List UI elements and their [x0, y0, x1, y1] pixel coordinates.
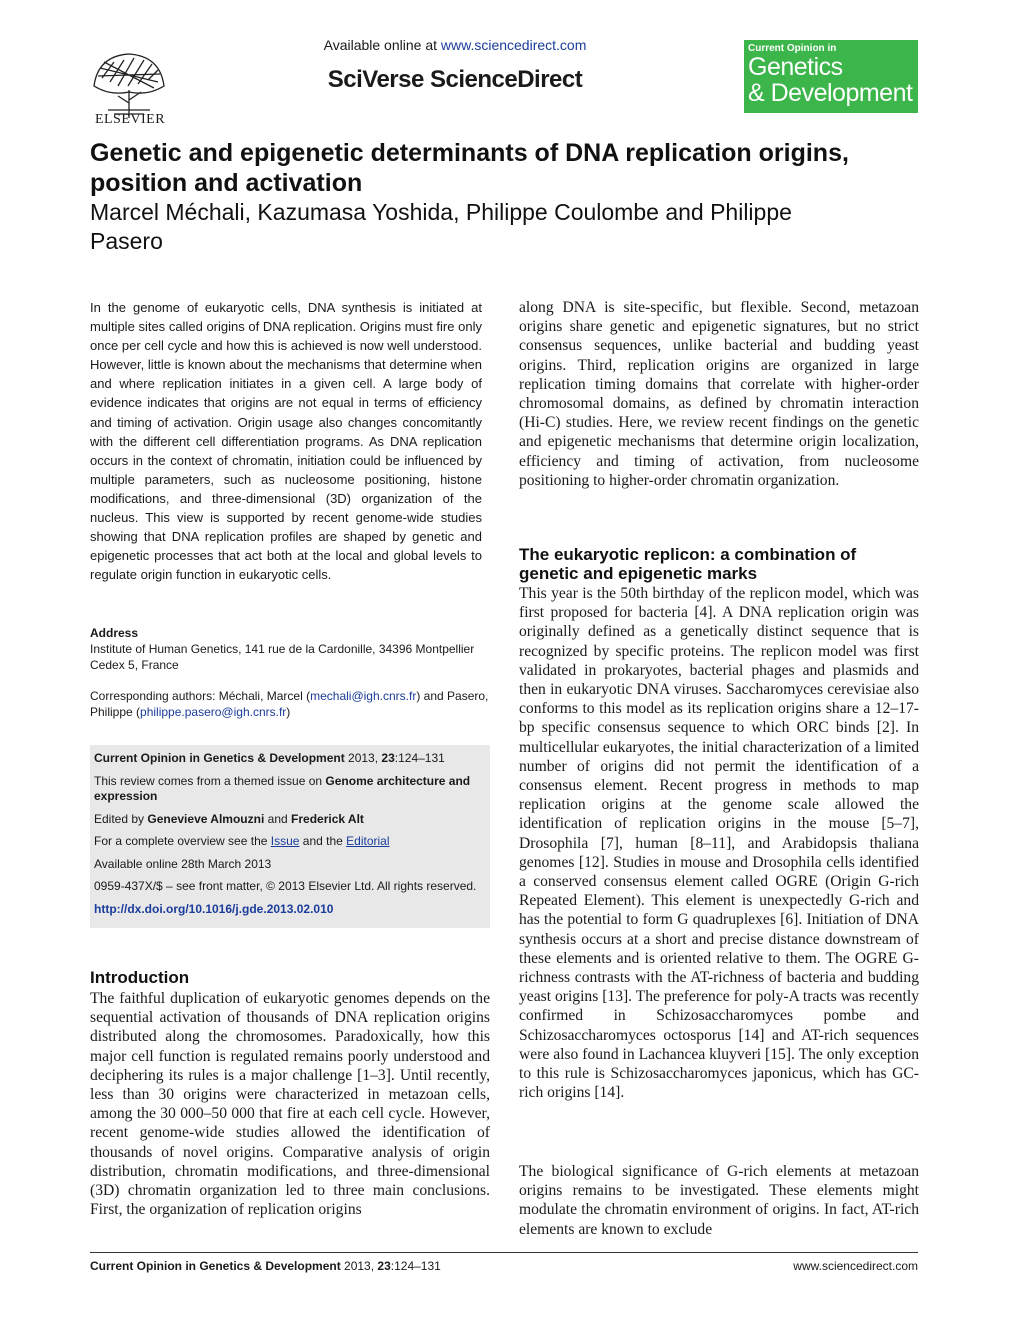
article-info-box — [90, 745, 490, 928]
corr-suffix: ) — [286, 705, 291, 719]
overview-prefix: For a complete overview see the — [94, 834, 271, 848]
themed-issue: Genome architecture and expression — [94, 773, 471, 803]
email-link-pasero[interactable]: philippe.pasero@igh.cnrs.fr — [140, 705, 287, 719]
footer-volume: 23 — [377, 1259, 391, 1273]
corresponding-authors — [90, 688, 490, 720]
journal-logo-line2: & Development — [748, 79, 913, 107]
themed-issue-line — [94, 774, 486, 805]
publisher-wordmark: ELSEVIER — [94, 112, 166, 127]
edited-prefix: Edited by — [94, 811, 148, 826]
themed-prefix: This review comes from a themed issue on — [94, 773, 326, 788]
footer-journal: Current Opinion in Genetics & Development — [90, 1259, 341, 1273]
citation-volume: 23 — [381, 751, 395, 765]
editor-1: Genevieve Almouzni — [147, 811, 265, 826]
overview-line — [94, 834, 486, 850]
available-online — [300, 37, 610, 53]
journal-logo — [744, 40, 918, 113]
g-rich-paragraph: The biological significance of G-rich elements at metazoan origins remains to be investigated. These elements might modulate the chromatin environment of origins. In fact, AT-rich elements are known to exclude — [519, 1163, 919, 1238]
replicon-paragraph: This year is the 50th birthday of the replicon model, which was first proposed for bacteria [4]. A DNA replication origin was originally defined as a genetically distinct sequence that is recognized by specific proteins. The replicon model was first validated in prokaryotes, bacterial phages and plasmids and then in eukaryotic DNA viruses. Saccharomyces cerevisiae also conforms to this model as its replication origins share a 12–17-bp specific consensus sequence to which ORC binds [2]. In multicellular eukaryotes, the initial characterization of a limited number of origins did not permit the identification of a consensus element. Recent progress in methods to map replication origins at the genome scale allowed the identification of replication origins in the mouse [5–7], Drosophila [7], human [8–11], and Arabidopsis thaliana genomes [12]. Studies in mouse and Drosophila cells identified a conserved consensus element called OGRE (Origin G-rich Repeated Element). This element is unexpectedly G-rich and has the potential to form G quadruplexes [6]. Initiation of DNA synthesis occurs at a short and precise distance downstream of these elements and is oriented relative to them. The OGRE G-richness contrasts with the AT-richness of bacteria and budding yeast origins [13]. The preference for poly-A tracts was recently confirmed in Schizosaccharomyces pombe and Schizosaccharomyces octosporus [14] and AT-rich sequences were also found in Lachancea kluyveri [15]. The only exception to this rule is Schizosaccharomyces japonicus, which has GC-rich origins [14]. — [519, 585, 919, 1102]
edited-by-line — [94, 812, 486, 828]
editor-2: Frederick Alt — [291, 811, 364, 826]
article-authors: Marcel Méchali, Kazumasa Yoshida, Philippe Coulombe and Philippe Pasero — [90, 199, 792, 254]
sciverse-wordmark: SciVerse ScienceDirect — [327, 66, 583, 93]
intro-paragraph: The faithful duplication of eukaryotic genomes depends on the sequential activation of thousands of DNA replication origins distributed along the chromosomes. Paradoxically, how this major cell function is regulated remains poorly understood and deciphering its rules is a major challenge [1–3]. Until recently, less than 30 origins were characterized in metazoan cells, among the 30 000–50 000 that fire at each cell cycle. However, recent genome-wide studies allowed the identification of thousands of novel origins. Comparative analysis of origin distribution, chromatin modifications, and three-dimensional (3D) chromatin organization led to three main conclusions. First, the organization of replication origins — [90, 990, 490, 1219]
article-title: Genetic and epigenetic determinants of DNA replication origins, position and activation — [90, 139, 849, 197]
corr-prefix: Corresponding authors: Méchali, Marcel ( — [90, 689, 311, 703]
copyright: 0959-437X/$ – see front matter, © 2013 Elsevier Ltd. All rights reserved. — [94, 879, 477, 893]
editorial-link[interactable]: Editorial — [346, 834, 390, 848]
issue-link[interactable]: Issue — [270, 834, 300, 848]
available-date: Available online 28th March 2013 — [94, 856, 272, 871]
citation-line — [94, 751, 486, 767]
address-text: Institute of Human Genetics, 141 rue de la Cardonille, 34396 Montpellier Cedex 5, France — [90, 642, 475, 672]
intro-heading: Introduction — [90, 968, 190, 987]
footer-pages: :124–131 — [390, 1259, 441, 1273]
journal-logo-small: Current Opinion in — [748, 43, 837, 54]
footer-year: 2013, — [340, 1259, 378, 1273]
doi-link[interactable]: http://dx.doi.org/10.1016/j.gde.2013.02.010 — [94, 901, 334, 916]
footer-url[interactable]: www.sciencedirect.com — [793, 1259, 918, 1273]
journal-logo-line1: Genetics — [748, 53, 843, 81]
footer-citation — [90, 1259, 441, 1273]
editors-and: and — [264, 811, 292, 826]
email-link-mechali[interactable]: mechali@igh.cnrs.fr — [310, 689, 417, 703]
available-prefix: Available online at — [323, 37, 441, 53]
address-block — [90, 625, 490, 673]
overview-mid: and the — [299, 834, 347, 848]
address-label: Address — [90, 626, 139, 640]
corr-middle: ) and Pasero, Philippe ( — [90, 689, 489, 719]
sciencedirect-link[interactable]: www.sciencedirect.com — [440, 37, 587, 53]
citation-year: 2013, — [344, 751, 382, 765]
right-column-paragraph: along DNA is site-specific, but flexible. Second, metazoan origins share genetic and epigenetic signatures, but no strict consensus sequences, unlike bacterial and budding yeast origins. Third, replication origins are organized in large replication timing domains that correlate with higher-order chromosomal domains, as defined by chromatin interaction (Hi-C) studies. Here, we review recent findings on the genetic and epigenetic mechanisms that determine origin localization, efficiency and timing of activation, from nucleosome positioning to higher-order chromatin organization. — [519, 299, 919, 489]
abstract: In the genome of eukaryotic cells, DNA synthesis is initiated at multiple sites called origins of DNA replication. Origins must fire only once per cell cycle and how this is achieved is now well understood. However, little is known about the mechanisms that determine when and where replication initiates in a given cell. A large body of evidence indicates that origins are not equal in terms of efficiency and timing of activation. Origin usage also changes concomitantly with the different cell differentiation programs. As DNA replication occurs in the context of chromatin, initiation could be influenced by multiple parameters, such as nucleosome positioning, histone modifications, and three-dimensional (3D) organization of the nucleus. This view is supported by recent genome-wide studies showing that DNA replication profiles are shaped by genetic and epigenetic processes that act both at the local and global levels to regulate origin function in eukaryotic cells. — [90, 300, 482, 583]
citation-journal: Current Opinion in Genetics & Development — [94, 751, 345, 765]
replicon-heading: The eukaryotic replicon: a combination of genetic and epigenetic marks — [519, 545, 857, 583]
citation-pages: :124–131 — [394, 751, 445, 765]
footer-divider — [90, 1252, 918, 1253]
